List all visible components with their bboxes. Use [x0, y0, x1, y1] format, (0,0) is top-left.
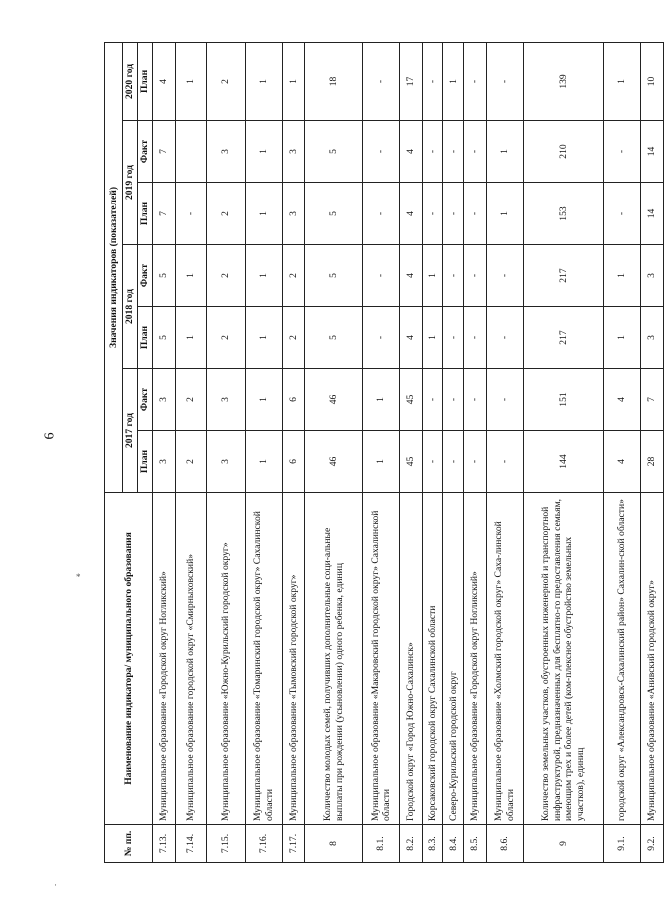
header-year-2020: 2020 год [123, 42, 138, 120]
row-indicator-name: Количество молодых семей, получивших дополнительные соци-альные выплаты при рождении (усыновлении) одного ребенка, единиц [305, 493, 363, 825]
row-indicator-name: Муниципальное образование городской округ «Смирныховский» [175, 493, 206, 825]
header-year-2017: 2017 год [123, 369, 138, 493]
row-value-cell: 1 [282, 42, 305, 120]
row-value-cell [175, 121, 206, 183]
row-value-cell: - [464, 369, 487, 431]
row-value-cell: 3 [282, 183, 305, 245]
row-value-cell: - [464, 121, 487, 183]
row-value-cell: - [464, 307, 487, 369]
row-value-cell: - [363, 42, 400, 120]
row-value-cell: - [486, 245, 523, 307]
row-value-cell: 2 [206, 42, 245, 120]
header-fact: Факт [138, 369, 153, 431]
row-value-cell: 1 [245, 369, 282, 431]
row-value-cell: - [363, 307, 400, 369]
row-value-cell: 4 [400, 183, 423, 245]
table-row [523, 42, 603, 862]
row-value-cell: 151 [523, 369, 603, 431]
row-value-cell: 4 [400, 121, 423, 183]
row-value-cell: 2 [175, 431, 206, 493]
table-row [363, 42, 400, 862]
row-value-cell: 4 [604, 431, 641, 493]
table-row [175, 42, 206, 862]
row-value-cell: - [363, 121, 400, 183]
row-value-cell: - [422, 42, 443, 120]
row-value-cell: 46 [305, 369, 363, 431]
row-value-cell: 1 [175, 42, 206, 120]
row-value-cell: 5 [305, 183, 363, 245]
row-value-cell: - [464, 245, 487, 307]
row-value-cell: 14 [641, 121, 664, 183]
row-value-cell: - [363, 245, 400, 307]
row-value-cell: - [443, 121, 464, 183]
row-value-cell: 3 [206, 121, 245, 183]
row-value-cell: 1 [175, 307, 206, 369]
table-body [153, 42, 664, 862]
row-value-cell: 4 [400, 307, 423, 369]
row-value-cell: 5 [305, 121, 363, 183]
table-row [641, 42, 664, 862]
row-value-cell: - [464, 42, 487, 120]
row-value-cell: - [443, 431, 464, 493]
row-value-cell: 46 [305, 431, 363, 493]
row-number: 9.2. [641, 825, 664, 863]
row-number: 7.16. [245, 825, 282, 863]
row-value-cell: - [486, 431, 523, 493]
rotated-table-container [104, 43, 664, 863]
row-value-cell: - [443, 307, 464, 369]
row-value-cell: 1 [245, 42, 282, 120]
row-number: 7.14. [175, 825, 206, 863]
row-value-cell: 1 [604, 307, 641, 369]
table-row [282, 42, 305, 862]
row-value-cell: 144 [523, 431, 603, 493]
row-value-cell: 4 [153, 42, 176, 120]
row-value-cell: 217 [523, 307, 603, 369]
row-value-cell: - [486, 369, 523, 431]
row-value-cell: 18 [305, 42, 363, 120]
table-row [206, 42, 245, 862]
row-value-cell: 14 [641, 183, 664, 245]
row-number: 7.17. [282, 825, 305, 863]
row-value-cell: 5 [305, 307, 363, 369]
row-value-cell: 45 [400, 431, 423, 493]
row-value-cell: 1 [363, 431, 400, 493]
table-row [464, 42, 487, 862]
row-indicator-name: Городской округ «Город Южно-Сахалинск» [400, 493, 423, 825]
table-row [422, 42, 443, 862]
row-value-cell: 1 [245, 307, 282, 369]
row-value-cell: 139 [523, 42, 603, 120]
row-indicator-name: Количество земельных участков, обустроенных инженерной и транспортной инфраструктурой, предназначенных для бесплатно-го предоставления семьям, имеющим трех и более детей (ком-плексное обустройство земельных участков), единиц [523, 493, 603, 825]
row-value-cell: 1 [245, 431, 282, 493]
row-number: 8.4. [443, 825, 464, 863]
row-indicator-name: Муниципальное образование «Южно-Курильский городской округ» [206, 493, 245, 825]
row-value-cell: 28 [641, 431, 664, 493]
row-value-cell: - [422, 369, 443, 431]
row-number: 8.1. [363, 825, 400, 863]
row-value-cell: 3 [641, 245, 664, 307]
row-value-cell: 2 [175, 369, 206, 431]
row-indicator-name: Муниципальное образование «Макаровский городской округ» Сахалинской области [363, 493, 400, 825]
row-value-cell: 4 [400, 245, 423, 307]
row-value-cell: - [175, 183, 206, 245]
table-row [153, 42, 176, 862]
stray-mark: · [54, 880, 57, 890]
row-number: 8.2. [400, 825, 423, 863]
row-indicator-name: Северо-Курильский городской округ [443, 493, 464, 825]
row-value-cell: - [486, 307, 523, 369]
header-fact: Факт [138, 121, 153, 183]
row-indicator-name: Корсаковский городской округ Сахалинской области [422, 493, 443, 825]
row-value-cell: 2 [206, 245, 245, 307]
row-value-cell: 4 [604, 369, 641, 431]
row-value-cell: 6 [282, 431, 305, 493]
row-value-cell: 153 [523, 183, 603, 245]
row-value-cell: 3 [641, 307, 664, 369]
table-row [604, 42, 641, 862]
header-values-group: Значения индикаторов (показателей) [105, 42, 123, 492]
row-value-cell: - [604, 183, 641, 245]
row-value-cell: 3 [153, 431, 176, 493]
row-number: 9.1. [604, 825, 641, 863]
table-row [443, 42, 464, 862]
row-value-cell: 1 [245, 245, 282, 307]
row-value-cell: 45 [400, 369, 423, 431]
row-value-cell: - [443, 369, 464, 431]
header-num: № пп. [105, 825, 153, 863]
row-value-cell: 217 [523, 245, 603, 307]
row-value-cell: 3 [206, 369, 245, 431]
row-value-cell: - [443, 245, 464, 307]
row-value-cell: 3 [206, 431, 245, 493]
row-value-cell: 1 [486, 183, 523, 245]
row-value-cell: - [422, 121, 443, 183]
row-number: 8.3. [422, 825, 443, 863]
row-value-cell: 1 [245, 183, 282, 245]
header-year-2019: 2019 год [123, 121, 138, 245]
row-value-cell: 1 [604, 245, 641, 307]
row-value-cell: 10 [641, 42, 664, 120]
row-indicator-name: Муниципальное образование «Томаринский городской округ» Сахалинской области [245, 493, 282, 825]
row-value-cell: 5 [305, 245, 363, 307]
table-row [305, 42, 363, 862]
row-value-cell: 1 [422, 307, 443, 369]
row-indicator-name: Муниципальное образование «Холмский городской округ» Саха-линской области [486, 493, 523, 825]
indicators-table [104, 42, 664, 863]
row-value-cell: 2 [206, 307, 245, 369]
row-indicator-name: Муниципальное образование «Тымовский городской округ» [282, 493, 305, 825]
row-number: 8.5. [464, 825, 487, 863]
row-value-cell: 210 [523, 121, 603, 183]
header-plan: План [138, 307, 153, 369]
row-value-cell: - [464, 183, 487, 245]
table-row [486, 42, 523, 862]
row-number: 7.15. [206, 825, 245, 863]
row-value-cell: 7 [153, 121, 176, 183]
page-number: 6 [42, 432, 58, 440]
row-value-cell: 2 [282, 307, 305, 369]
row-value-cell: - [464, 431, 487, 493]
row-value-cell: 1 [175, 245, 206, 307]
row-value-cell: - [422, 183, 443, 245]
row-indicator-name: городской округ «Александровск-Сахалинский район» Сахалин-ской области» [604, 493, 641, 825]
row-value-cell: 3 [153, 369, 176, 431]
row-value-cell: 1 [604, 42, 641, 120]
row-value-cell: 2 [206, 183, 245, 245]
header-plan: План [138, 183, 153, 245]
row-value-cell: 5 [153, 245, 176, 307]
header-name: Наименование индикатора/ муниципального образования [105, 493, 153, 825]
row-value-cell: - [604, 121, 641, 183]
row-value-cell: - [422, 431, 443, 493]
table-row [245, 42, 282, 862]
row-indicator-name: Муниципальное образование «Городской округ Ногликский» [153, 493, 176, 825]
header-fact: Факт [138, 245, 153, 307]
row-value-cell: 1 [422, 245, 443, 307]
row-number: 8.6. [486, 825, 523, 863]
row-value-cell: 1 [363, 369, 400, 431]
row-number: 7.13. [153, 825, 176, 863]
row-value-cell: 7 [153, 183, 176, 245]
header-year-2018: 2018 год [123, 245, 138, 369]
row-value-cell: - [443, 183, 464, 245]
row-value-cell: 1 [443, 42, 464, 120]
row-value-cell: 1 [245, 121, 282, 183]
header-plan: План [138, 431, 153, 493]
row-value-cell: 6 [282, 369, 305, 431]
row-number: 8 [305, 825, 363, 863]
table-row [400, 42, 423, 862]
row-value-cell: 3 [282, 121, 305, 183]
row-value-cell: 17 [400, 42, 423, 120]
row-number: 9 [523, 825, 603, 863]
row-indicator-name: Муниципальное образование «Анивский городской округ» [641, 493, 664, 825]
stray-mark: * [76, 572, 81, 582]
row-value-cell: - [486, 42, 523, 120]
row-indicator-name: Муниципальное образование «Городской округ Ногликский» [464, 493, 487, 825]
row-value-cell: - [363, 183, 400, 245]
row-value-cell: 5 [153, 307, 176, 369]
row-value-cell: 1 [486, 121, 523, 183]
header-plan: План [138, 42, 153, 120]
row-value-cell: 7 [641, 369, 664, 431]
row-value-cell: 2 [282, 245, 305, 307]
